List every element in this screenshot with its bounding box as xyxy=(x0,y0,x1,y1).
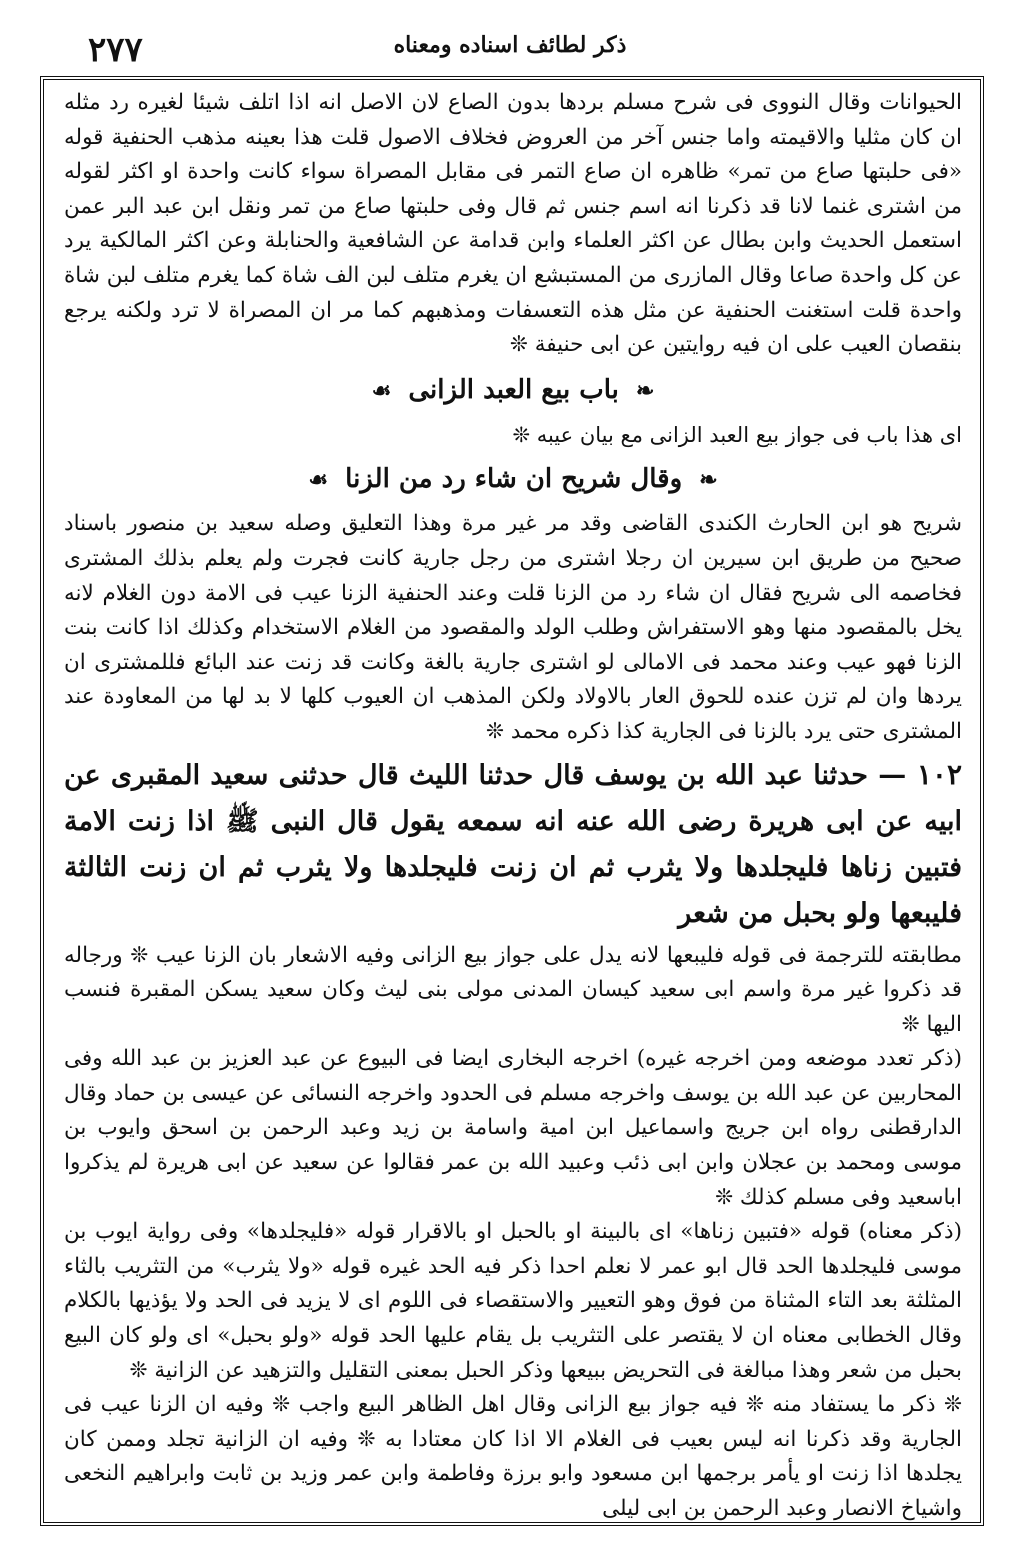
commentary-paragraph-3: مطابقته للترجمة فى قوله فليبعها لانه يدل على جواز بيع الزانى وفيه الاشعار بان الزنا عيب ❊ ورجاله قد ذكروا غير مرة واسم ابى سعيد كيسان المدنى مولى بنى ليث وكان سعيد يسكن المقبرة فنسب اليها ❊ xyxy=(64,942,962,1037)
sub-heading xyxy=(64,456,962,503)
page-number: ٢٧٧ xyxy=(88,30,143,70)
commentary-paragraph-1: الحيوانات وقال النووى فى شرح مسلم بردها بدون الصاع لان الاصل انه اذا اتلف شيئا لغيره رد مثله ان كان مثليا والاقيمته واما جنس آخر من العروض فخلاف الاصول قلت هذا بعينه مذهب الحنفية قوله «فى حلبتها صاع من تمر» ظاهره ان صاع التمر فى مقابل المصراة سواء كانت واحدة او اكثر لقوله من اشترى غنما لانا قد ذكرنا انه اسم جنس ثم قال وفى حلبتها صاع من تمر ونقل ابن عبد البر عمن استعمل الحديث وابن بطال عن اكثر العلماء وابن قدامة عن الشافعية والحنابلة وعن اكثر المالكية يرد عن كل واحدة صاعا وقال المازرى من المستبشع ان يغرم متلف لبن الف شاة كما يغرم متلف لبن شاة واحدة قلت استغنت الحنفية عن مثل هذه التعسفات ومذهبهم كما مر ان المصراة لا ترد ولكنه يرجع بنقصان العيب على ان فيه روايتين عن ابى حنيفة ❊ xyxy=(64,90,962,358)
chapter-title: باب بيع العبد الزانى xyxy=(408,374,619,405)
commentary-paragraph-5: (ذكر معناه) قوله «فتبين زناها» اى بالبينة او بالحبل او بالاقرار قوله «فليجلدها» وفى رواية ايوب بن موسى فليجلدها الحد قال ابو عمر لا نعلم احدا ذكر فيه الحد غيره قوله «ولا يثرب» من التثريب بالثاء المثلثة بعد التاء المثناة من فوق وهو التعيير والاستقصاء فى اللوم اى لا يزيد فى الحد ولا يؤذيها بالكلام وقال الخطابى معناه ان لا يقتصر على التثريب بل يقام عليها الحد قوله «ولو بحبل» اى ولو كان البيع بحبل من شعر وهذا مبالغة فى التحريض ببيعها وذكر الحبل بمعنى التقليل والتزهيد عن الزانية ❊ xyxy=(64,1219,962,1383)
commentary-paragraph-4: (ذكر تعدد موضعه ومن اخرجه غيره) اخرجه البخارى ايضا فى البيوع عن عبد العزيز بن عبد الله وفى المحاربين عن عبد الله بن يوسف واخرجه مسلم فى الحدود واخرجه النسائى عن عيسى بن حماد وقال الدارقطنى رواه ابن جريج واسماعيل ابن امية واسامة بن زيد وعبد الرحمن بن اسحق وايوب بن موسى ومحمد بن عجلان وابن ابى ذئب وعبيد الله بن عمر فقالوا عن سعيد عن ابى هريرة لم يذكروا اباسعيد وفى مسلم كذلك ❊ xyxy=(64,1046,962,1210)
hadith-text xyxy=(64,752,962,937)
ornament-icon: ❧ xyxy=(699,467,718,494)
sub-heading-text: وقال شريح ان شاء رد من الزنا xyxy=(345,464,683,495)
commentary-paragraph-2: شريح هو ابن الحارث الكندى القاضى وقد مر غير مرة وهذا التعليق وصله سعيد بن منصور باسناد صحيح من طريق ابن سيرين ان رجلا اشترى من رجل جارية كانت فجرت ولم يعلم بذلك المشترى فخاصمه الى شريح فقال ان شاء رد من الزنا قلت وعند الحنفية الزنا عيب فى الامة دون الغلام لانه يخل بالمقصود منها وهو الاستفراش وطلب الولد والمقصود من الغلام الاستخدام وكذلك اذا كانت بنت الزنا فهو عيب وعند محمد فى الامالى لو اشترى جارية بالغة وكانت قد زنت عند البائع فللمشترى ان يردها وان لم تزن عنده للحوق العار بالاولاد ولكن المذهب ان العيوب كلها لا بد لها من المعاودة عند المشترى حتى يرد بالزنا فى الجارية كذا ذكره محمد ❊ xyxy=(64,511,962,744)
ornament-icon: ❧ xyxy=(635,377,655,404)
ornament-icon: ☙ xyxy=(371,377,392,404)
running-title: ذكر لطائف اسناده ومعناه xyxy=(393,32,627,58)
hadith-number: ١٠٢ — xyxy=(878,757,963,791)
chapter-explanation: اى هذا باب فى جواز بيع العبد الزانى مع بيان عيبه ❊ xyxy=(512,422,962,447)
page-body xyxy=(64,86,962,1527)
hadith-body: حدثنا عبد الله بن يوسف قال حدثنا الليث قال حدثنى سعيد المقبرى عن ابيه عن ابى هريرة رضى الله عنه انه سمعه يقول قال النبى ﷺ اذا زنت الامة فتبين زناها فليجلدها ولا يثرب ثم ان زنت فليجلدها ولا يثرب ثم ان زنت الثالثة فليبعها ولو بحبل من شعر xyxy=(64,759,962,929)
ornament-icon: ☙ xyxy=(308,467,329,494)
chapter-heading xyxy=(64,367,962,414)
commentary-paragraph-6: ❊ ذكر ما يستفاد منه ❊ فيه جواز بيع الزانى وقال اهل الظاهر البيع واجب ❊ وفيه ان الزنا عيب فى الجارية وقد ذكرنا انه ليس بعيب فى الغلام الا اذا كان معتادا به ❊ وفيه ان الزانية تجلد وممن كان يجلدها اذا زنت او يأمر برجمها ابن مسعود وابو برزة وفاطمة وابن عمر وزيد بن ثابت وابراهيم النخعى واشياخ الانصار وعبد الرحمن بن ابى ليلى xyxy=(64,1392,962,1521)
